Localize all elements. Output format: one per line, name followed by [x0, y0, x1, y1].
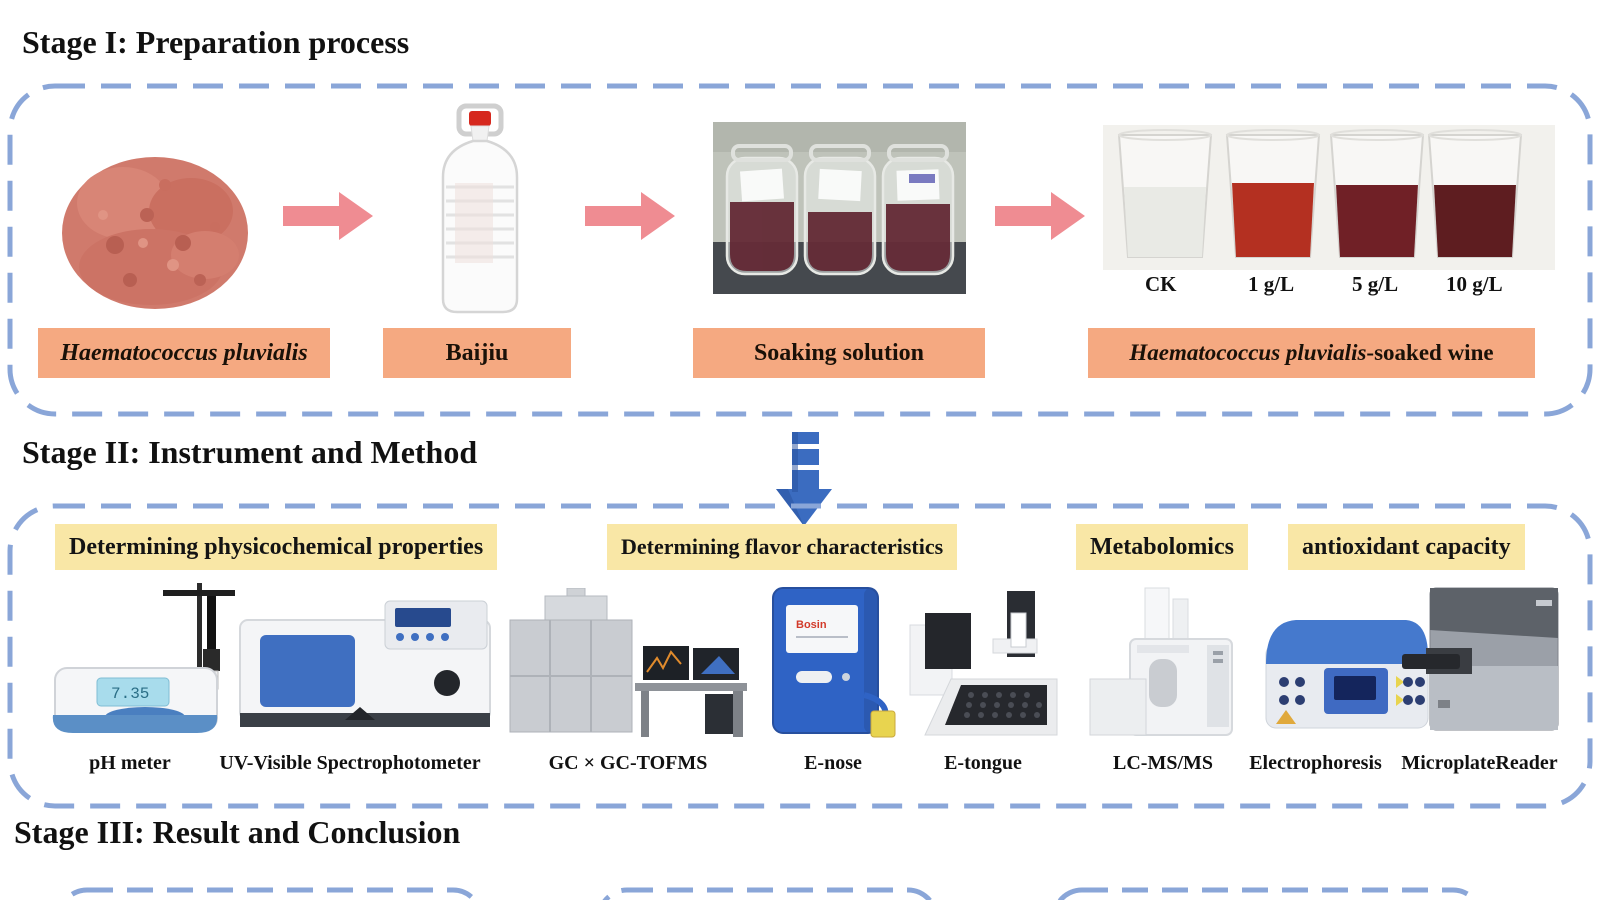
e-nose-brand-text: Bosin: [796, 619, 827, 631]
haematococcus-label: Haematococcus pluvialis: [38, 328, 330, 378]
stage3-result-panel-1: [55, 884, 485, 900]
svg-text:7.35: 7.35: [111, 685, 150, 703]
soaked-wine-label-species: Haematococcus pluvialis: [1129, 340, 1367, 365]
baijiu-label: Baijiu: [383, 328, 571, 378]
instrument-label-ph-meter: pH meter: [89, 752, 171, 774]
lc-ms-ms-image: [1075, 583, 1253, 741]
cup-label-1gl: 1 g/L: [1248, 272, 1295, 296]
e-tongue-image: [905, 583, 1063, 741]
arrow-right-icon: [995, 192, 1085, 240]
haematococcus-powder-image: [55, 115, 255, 315]
soaking-jars-image: [713, 122, 966, 294]
stage1-title: Stage I: Preparation process: [22, 24, 410, 60]
instrument-label-electrophoresis: Electrophoresis: [1249, 752, 1382, 774]
uv-vis-spectrophotometer-image: [235, 595, 500, 740]
category-label-flavor: Determining flavor characteristics: [607, 524, 957, 570]
arrow-right-icon: [585, 192, 675, 240]
stage3-result-panel-2: [595, 884, 940, 900]
category-label-metabolomics: Metabolomics: [1076, 524, 1248, 570]
e-nose-image: [768, 583, 903, 741]
stage3-title: Stage III: Result and Conclusion: [14, 814, 461, 850]
cup-label-10gl: 10 g/L: [1446, 272, 1503, 296]
soaked-wine-label-suffix: -soaked wine: [1366, 340, 1494, 365]
baijiu-bottle-image: [425, 103, 535, 318]
instrument-label-gc-tofms: GC × GC-TOFMS: [548, 752, 708, 774]
instrument-label-e-nose: E-nose: [804, 752, 862, 774]
arrow-right-icon: [283, 192, 373, 240]
gc-gc-tofms-image: [505, 588, 750, 740]
microplate-reader-image: [1398, 580, 1566, 740]
soaked-wine-label: [1088, 328, 1535, 378]
stage3-result-panel-3: [1050, 884, 1485, 900]
instrument-label-microplate-reader: MicroplateReader: [1401, 752, 1558, 774]
instrument-label-e-tongue: E-tongue: [944, 752, 1022, 774]
instrument-label-lc-ms-ms: LC-MS/MS: [1113, 752, 1213, 774]
stage2-title: Stage II: Instrument and Method: [22, 434, 478, 470]
category-label-antioxidant: antioxidant capacity: [1288, 524, 1525, 570]
cup-label-ck: CK: [1145, 272, 1177, 296]
instrument-label-uv-vis: UV-Visible Spectrophotometer: [219, 752, 481, 774]
cup-label-5gl: 5 g/L: [1352, 272, 1399, 296]
category-label-physicochemical: Determining physicochemical properties: [55, 524, 497, 570]
soaking-solution-label: Soaking solution: [693, 328, 985, 378]
soaked-wine-cups-image: [1103, 125, 1555, 270]
